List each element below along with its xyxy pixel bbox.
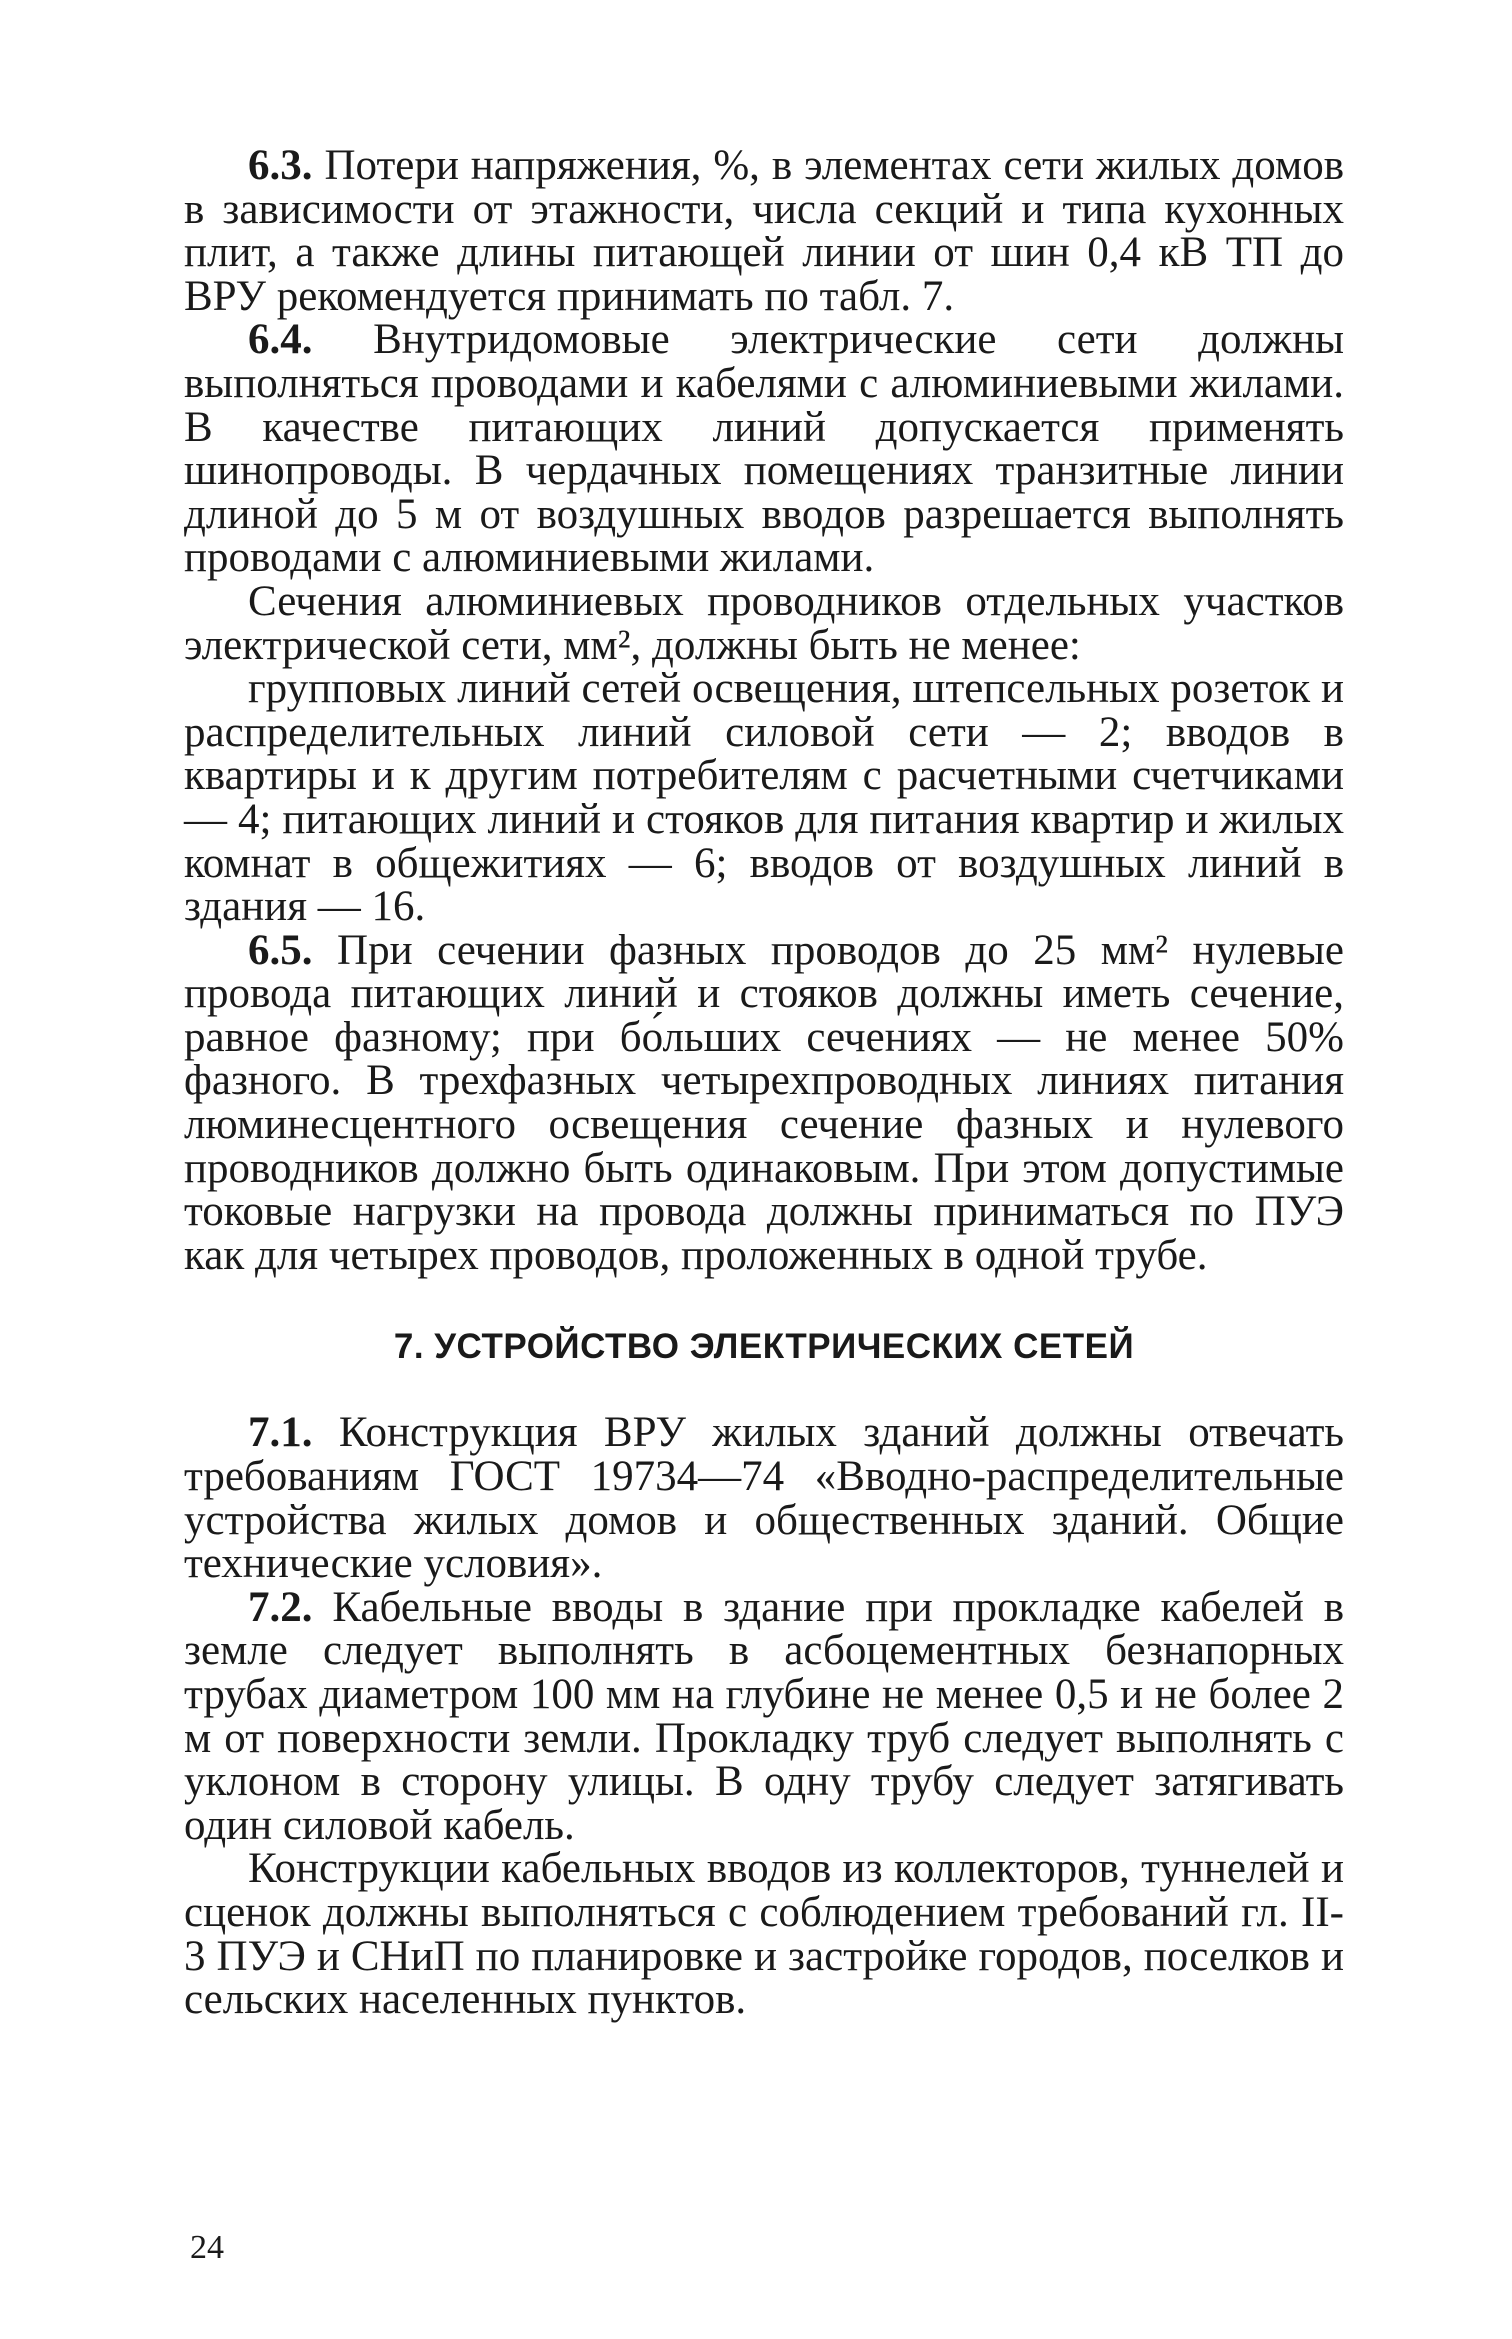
clause-number: 6.5. bbox=[248, 926, 313, 974]
paragraph-cross-section-list bbox=[184, 667, 1344, 929]
paragraph-text: Внутридомовые электрические сети должны выполняться проводами и кабелями с алюминиевыми жилами. В качестве питающих линий допускается применять шинопроводы. В чердачных помещениях транзитные линии длиной до 5 м от воздушных вводов разрешается выполнять проводами с алюминиевыми жилами. bbox=[184, 316, 1344, 582]
clause-number: 7.2. bbox=[248, 1583, 313, 1631]
paragraph-cross-sections bbox=[184, 577, 1344, 669]
paragraph-text: Кабельные вводы в здание при прокладке кабелей в земле следует выполнять в асбоцементных безнапорных трубах диаметром 100 мм на глубине не менее 0,5 и не более 2 м от поверхности земли. Прокладку труб следует выполнять с уклоном в сторону улицы. В одну трубу следует затягивать один силовой кабель. bbox=[184, 1583, 1344, 1849]
clause-number: 6.3. bbox=[248, 142, 313, 189]
paragraph-text: Конструкция ВРУ жилых зданий должны отвечать требованиям ГОСТ 19734—74 «Вводно-распределительные устройства жилых домов и общественных зданий. Общие технические условия». bbox=[184, 1409, 1345, 1588]
paragraph-text: Конструкции кабельных вводов из коллекторов, туннелей и сценок должны выполняться с соблюдением требований гл. II-3 ПУЭ и СНиП по планировке и застройке городов, поселков и сельских населенных пунктов. bbox=[184, 1845, 1344, 2024]
page-number: 24 bbox=[190, 2229, 224, 2266]
paragraph-6-3 bbox=[184, 144, 1344, 318]
paragraph-6-4 bbox=[184, 318, 1344, 580]
paragraph-text: Сечения алюминиевых проводников отдельных участков электрической сети, мм², должны быть не менее: bbox=[184, 577, 1344, 669]
paragraph-6-5 bbox=[184, 926, 1344, 1279]
paragraph-7-2 bbox=[184, 1583, 1344, 1849]
paragraph-text: При сечении фазных проводов до 25 мм² нулевые провода питающих линий и стояков должны иметь сечение, равное фазному; при бо́льших сечениях — не менее 50% фазного. В трехфазных четырехпроводных линиях питания люминесцентного освещения сечение фазных и нулевого проводников должно быть одинаковым. При этом допустимые токовые нагрузки на провода должны приниматься по ПУЭ как для четырех проводов, проложенных в одной трубе. bbox=[184, 926, 1344, 1279]
paragraph-text: Потери напряжения, %, в элементах сети жилых домов в зависимости от этажности, числа секций и типа кухонных плит, а также длины питающей линии от шин 0,4 кВ ТП до ВРУ рекомендуется принимать по табл. 7. bbox=[184, 142, 1345, 320]
paragraph-7-1 bbox=[184, 1409, 1345, 1588]
clause-number: 6.4. bbox=[248, 316, 313, 364]
section-heading: 7. УСТРОЙСТВО ЭЛЕКТРИЧЕСКИХ СЕТЕЙ bbox=[393, 1327, 1135, 1367]
clause-number: 7.1. bbox=[248, 1409, 313, 1457]
paragraph-cable-entries bbox=[184, 1845, 1344, 2024]
body-text bbox=[184, 144, 1344, 2022]
paragraph-text: групповых линий сетей освещения, штепсельных розеток и распределительных линий силовой сети — 2; вводов в квартиры и к другим потребителям с расчетными счетчиками — 4; питающих линий и стояков для питания квартир и жилых комнат в общежитиях — 6; вводов от воздушных линий в здания — 16. bbox=[184, 665, 1344, 931]
